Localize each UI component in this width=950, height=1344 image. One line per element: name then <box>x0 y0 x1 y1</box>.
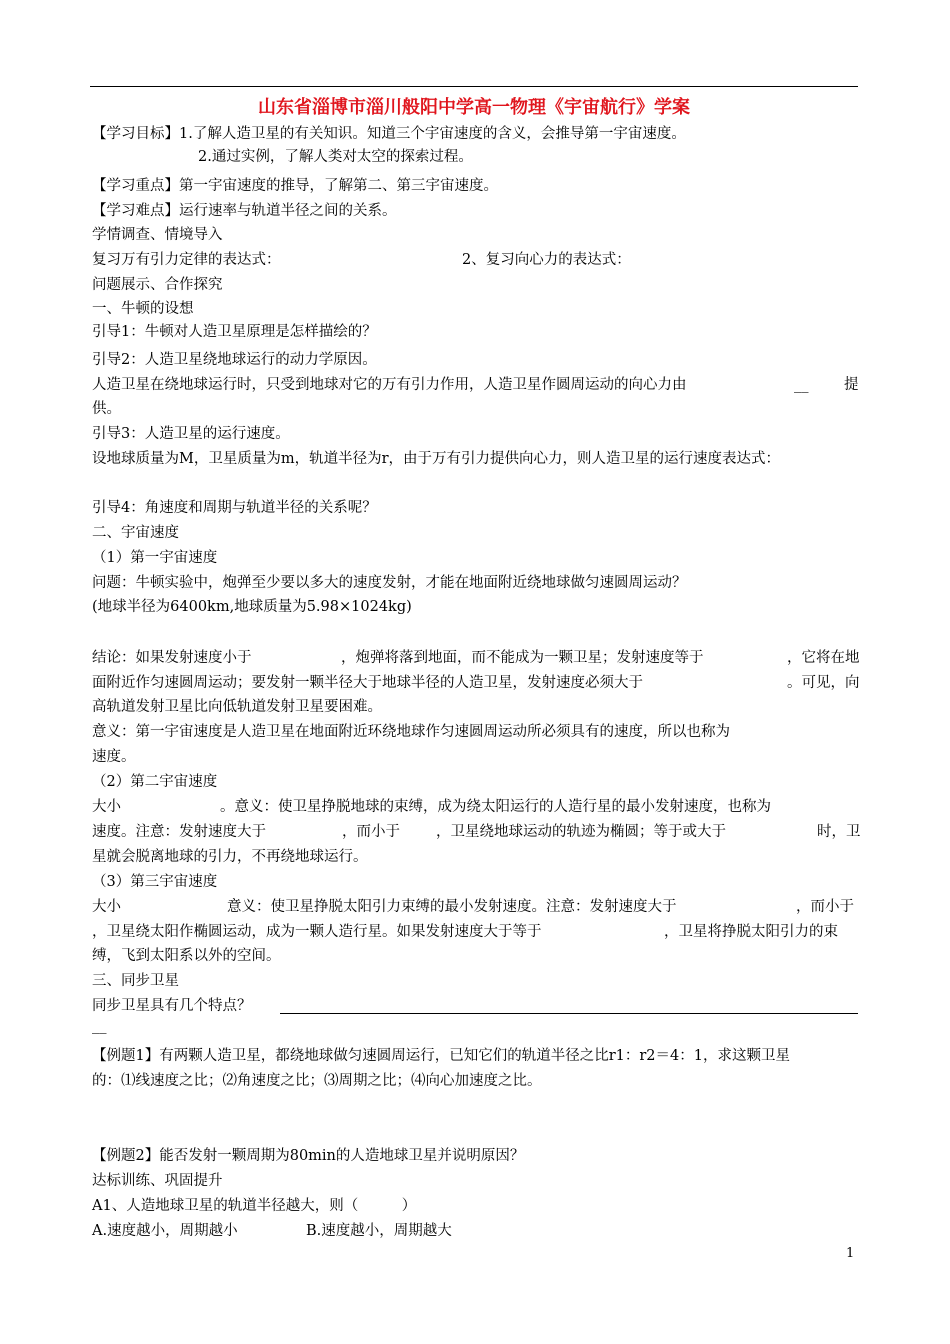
guide-3: 引导3：人造卫星的运行速度。 <box>92 426 290 442</box>
conclusion-1c: ，它将在地 <box>787 650 860 666</box>
guide-2-text-line2: 供。 <box>92 401 121 417</box>
second-line2 <box>92 822 861 842</box>
survey-heading: 学情调查、情境导入 <box>92 227 223 243</box>
third-line3: 缚，飞到太阳系以外的空间。 <box>92 948 281 964</box>
question-a1: A1、人造地球卫星的轨道半径越大，则（ ） <box>92 1198 417 1214</box>
sync-underline-tail: __ <box>92 1018 107 1034</box>
conclusion-line2 <box>92 673 858 693</box>
third-2a: ，卫星绕太阳作椭圆运动，成为一颗人造行星。如果发射速度大于等于 <box>92 924 542 940</box>
explore-heading: 问题展示、合作探究 <box>92 277 223 293</box>
section-2-heading: 二、宇宙速度 <box>92 525 179 541</box>
learning-goals <box>92 124 686 144</box>
guide-2-text-line1 <box>92 375 858 395</box>
key-points: 【学习重点】第一宇宙速度的推导，了解第二、第三宇宙速度。 <box>92 178 498 194</box>
guide-3-text: 设地球质量为M，卫星质量为m，轨道半径为r，由于万有引力提供向心力，则人造卫星的运行速度表达式： <box>92 451 781 467</box>
review-gravitation: 复习万有引力定律的表达式： <box>92 252 281 268</box>
goal-1: 1.了解人造卫星的有关知识。知道三个宇宙速度的含义，会推导第一宇宙速度。 <box>179 126 686 142</box>
example-1-line1: 【例题1】有两颗人造卫星，都绕地球做匀速圆周运行，已知它们的轨道半径之比r1：r2＝4：1，求这颗卫星 <box>92 1048 790 1064</box>
question-text: 问题：牛顿实验中，炮弹至少要以多大的速度发射，才能在地面附近绕地球做匀速圆周运动？ <box>92 575 687 591</box>
sync-question: 同步卫星具有几个特点？ <box>92 998 252 1014</box>
section-3-heading: 三、同步卫星 <box>92 973 179 989</box>
guide-4: 引导4：角速度和周期与轨道半径的关系呢？ <box>92 500 377 516</box>
third-line2 <box>92 922 858 942</box>
answer-underline <box>280 1013 858 1014</box>
page-title: 山东省淄博市淄川般阳中学高一物理《宇宙航行》学案 <box>258 97 690 118</box>
review-line <box>92 250 631 270</box>
third-1a: 大小 <box>92 899 121 915</box>
guide-1: 引导1：牛顿对人造卫星原理是怎样描绘的？ <box>92 324 377 340</box>
given-data: (地球半径为6400km,地球质量为5.98×1024kg) <box>92 599 412 615</box>
guide-2-text-b: 提 <box>844 377 859 393</box>
option-a: A.速度越小，周期越小 <box>92 1223 238 1239</box>
sub-heading-second-cosmic: （2）第二宇宙速度 <box>92 774 218 790</box>
second-line1 <box>92 797 858 817</box>
example-2: 【例题2】能否发射一颗周期为80min的人造地球卫星并说明原因？ <box>92 1148 525 1164</box>
practice-heading: 达标训练、巩固提升 <box>92 1173 223 1189</box>
question-a1-options <box>92 1221 452 1241</box>
guide-2-blank: __ <box>794 377 809 393</box>
goal-2: 2.通过实例，了解人类对太空的探索过程。 <box>198 149 473 165</box>
difficult-points: 【学习难点】运行速率与轨道半径之间的关系。 <box>92 203 397 219</box>
guide-2-text-a: 人造卫星在绕地球运行时，只受到地球对它的万有引力作用，人造卫星作圆周运动的向心力由 <box>92 377 687 393</box>
conclusion-line1 <box>92 648 858 668</box>
meaning-line2: 速度。 <box>92 749 136 765</box>
meaning-line1: 意义：第一宇宙速度是人造卫星在地面附近环绕地球作匀速圆周运动所必须具有的速度，所以也称为 <box>92 724 730 740</box>
sub-heading-third-cosmic: （3）第三宇宙速度 <box>92 874 218 890</box>
conclusion-line3: 高轨道发射卫星比向低轨道发射卫星要困难。 <box>92 699 382 715</box>
second-2a: 速度。注意：发射速度大于 <box>92 824 266 840</box>
second-1a: 大小 <box>92 799 121 815</box>
third-1b: 意义：使卫星挣脱太阳引力束缚的最小发射速度。注意：发射速度大于 <box>227 899 677 915</box>
sub-heading-first-cosmic: （1）第一宇宙速度 <box>92 550 218 566</box>
section-1-heading: 一、牛顿的设想 <box>92 301 194 317</box>
conclusion-2a: 面附近作匀速圆周运动；要发射一颗半径大于地球半径的人造卫星，发射速度必须大于 <box>92 675 643 691</box>
conclusion-1b: ，炮弹将落到地面，而不能成为一颗卫星；发射速度等于 <box>341 650 704 666</box>
page-number: 1 <box>846 1246 855 1261</box>
conclusion-1a: 结论：如果发射速度小于 <box>92 650 252 666</box>
review-centripetal: 2、复习向心力的表达式： <box>462 252 631 268</box>
second-2b: ，而小于 <box>342 824 400 840</box>
third-1c: ，而小于 <box>796 899 854 915</box>
third-line1 <box>92 897 858 917</box>
goals-tag: 【学习目标】 <box>92 126 179 142</box>
third-2b: ，卫星将挣脱太阳引力的束 <box>664 924 838 940</box>
example-1-line2: 的：⑴线速度之比；⑵角速度之比；⑶周期之比；⑷向心加速度之比。 <box>92 1073 542 1089</box>
option-b: B.速度越小，周期越大 <box>306 1223 452 1239</box>
conclusion-2b: 。可见，向 <box>787 675 860 691</box>
top-rule <box>90 86 858 87</box>
second-2d: 时，卫 <box>817 824 861 840</box>
second-1b: 。意义：使卫星挣脱地球的束缚，成为绕太阳运行的人造行星的最小发射速度，也称为 <box>220 799 771 815</box>
guide-2: 引导2：人造卫星绕地球运行的动力学原因。 <box>92 352 377 368</box>
second-2c: ，卫星绕地球运动的轨迹为椭圆；等于或大于 <box>436 824 726 840</box>
second-line3: 星就会脱离地球的引力，不再绕地球运行。 <box>92 849 368 865</box>
